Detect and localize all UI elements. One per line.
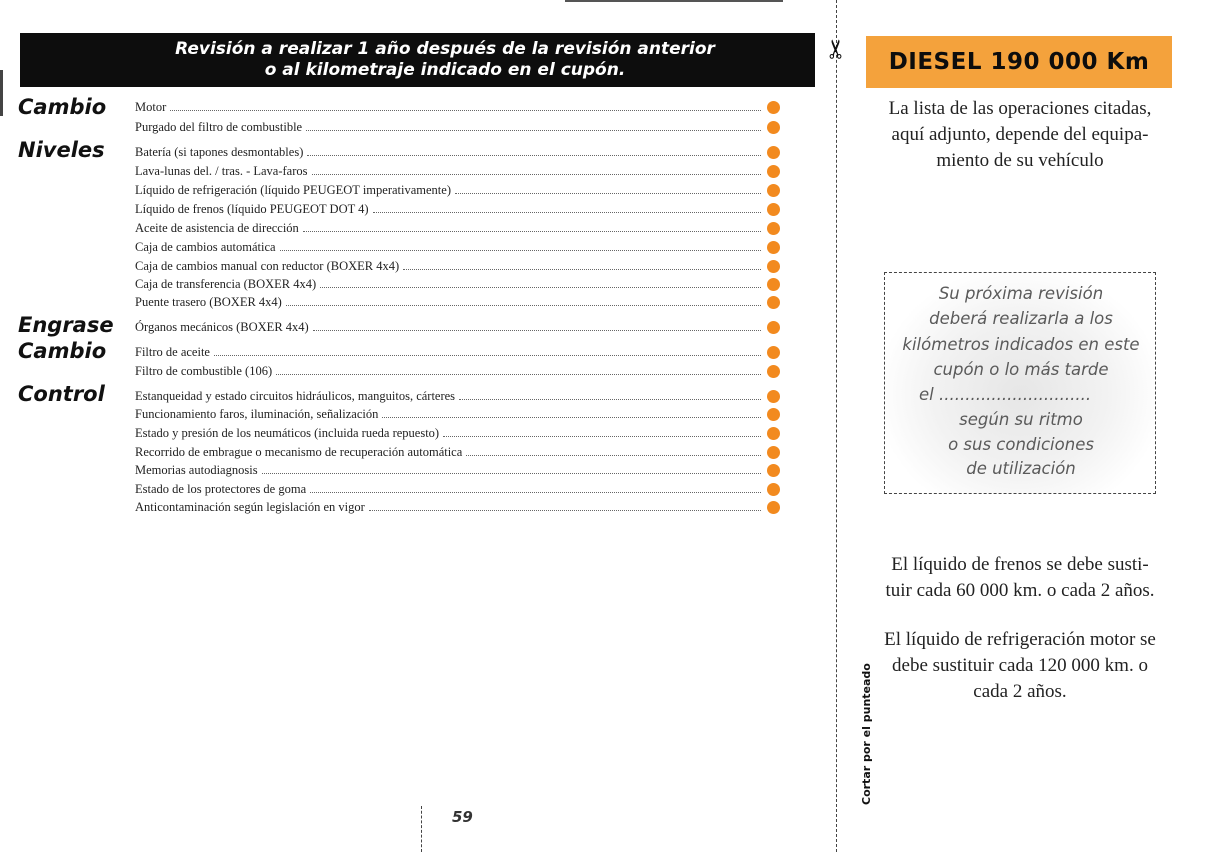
list-item (135, 480, 782, 498)
orange-bullet-icon (767, 483, 780, 496)
item-label: Lava-lunas del. / tras. - Lava-faros (135, 164, 308, 178)
dot-leader (369, 510, 761, 511)
dot-leader (306, 130, 761, 131)
orange-bullet-icon (767, 222, 780, 235)
intro-line-1: La lista de las operaciones citadas, (888, 98, 1152, 119)
section-control: Control (18, 382, 105, 406)
section-cambio: Cambio (18, 95, 107, 119)
list-item (135, 257, 782, 275)
dot-leader (455, 193, 761, 194)
coupon-line-3: kilómetros indicados en este (902, 335, 1140, 354)
dot-leader (466, 455, 761, 456)
dot-leader (373, 212, 761, 213)
orange-bullet-icon (767, 365, 780, 378)
list-item (135, 98, 782, 116)
section-niveles: Niveles (18, 138, 105, 162)
item-label: Funcionamiento faros, iluminación, señalización (135, 407, 379, 421)
list-item (135, 181, 782, 199)
item-label: Puente trasero (BOXER 4x4) (135, 295, 282, 309)
item-label: Filtro de aceite (135, 345, 210, 359)
list-item (135, 318, 782, 336)
dot-leader (382, 417, 761, 418)
list-item (135, 498, 782, 516)
item-label: Caja de cambios automática (135, 240, 276, 254)
dot-leader (459, 399, 761, 400)
coupon-date-line: el ............................. (919, 385, 1092, 404)
orange-bullet-icon (767, 203, 780, 216)
scissors-icon: ✂ (821, 38, 852, 60)
coupon-line-4: cupón o lo más tarde (933, 360, 1109, 379)
orange-bullet-icon (767, 278, 780, 291)
orange-bullet-icon (767, 101, 780, 114)
list-item (135, 200, 782, 218)
orange-bullet-icon (767, 390, 780, 403)
item-label: Motor (135, 100, 167, 114)
diesel-title: DIESEL 190 000 Km (866, 36, 1172, 88)
list-item (135, 162, 782, 180)
orange-bullet-icon (767, 165, 780, 178)
intro-line-3: miento de su vehículo (936, 150, 1104, 171)
orange-bullet-icon (767, 408, 780, 421)
cut-instruction: Cortar por el punteado (860, 663, 873, 805)
header-line-1: Revisión a realizar 1 año después de la revisión anterior (175, 39, 715, 59)
dot-leader (310, 492, 761, 493)
item-label: Anticontaminación según legislación en vigor (135, 500, 365, 514)
item-label: Batería (si tapones desmontables) (135, 145, 304, 159)
list-item (135, 387, 782, 405)
coolant-note-line-3: cada 2 años. (973, 681, 1067, 702)
list-item (135, 219, 782, 237)
header-line-2: o al kilometraje indicado en el cupón. (264, 60, 626, 80)
dot-leader (303, 231, 761, 232)
list-item (135, 143, 782, 161)
list-item (135, 405, 782, 423)
orange-bullet-icon (767, 446, 780, 459)
item-label: Recorrido de embrague o mecanismo de recuperación automática (135, 445, 463, 459)
orange-bullet-icon (767, 427, 780, 440)
orange-bullet-icon (767, 346, 780, 359)
dot-leader (312, 174, 762, 175)
coupon-box (884, 272, 1156, 494)
list-item (135, 424, 782, 442)
orange-bullet-icon (767, 146, 780, 159)
dot-leader (313, 330, 761, 331)
item-label: Estado de los protectores de goma (135, 482, 307, 496)
top-rule (565, 0, 783, 2)
dot-leader (403, 269, 761, 270)
list-item (135, 343, 782, 361)
coupon-line-2: deberá realizarla a los (929, 309, 1113, 328)
list-item (135, 443, 782, 461)
dot-leader (307, 155, 761, 156)
edge-mark (0, 70, 3, 116)
coolant-note-line-1: El líquido de refrigeración motor se (884, 629, 1156, 650)
dot-leader (262, 473, 761, 474)
orange-bullet-icon (767, 260, 780, 273)
list-item (135, 118, 782, 136)
dot-leader (280, 250, 761, 251)
brakes-note-line-2: tuir cada 60 000 km. o cada 2 años. (885, 580, 1155, 601)
list-item (135, 461, 782, 479)
coupon-line-8: de utilización (966, 459, 1076, 478)
section-engrase: Engrase (18, 313, 114, 337)
dot-leader (214, 355, 761, 356)
orange-bullet-icon (767, 121, 780, 134)
dot-leader (443, 436, 761, 437)
list-item (135, 362, 782, 380)
brakes-note-line-1: El líquido de frenos se debe susti- (891, 554, 1149, 575)
item-label: Filtro de combustible (106) (135, 364, 273, 378)
item-label: Caja de transferencia (BOXER 4x4) (135, 277, 317, 291)
list-item (135, 275, 782, 293)
orange-bullet-icon (767, 501, 780, 514)
list-item (135, 238, 782, 256)
item-label: Purgado del filtro de combustible (135, 120, 303, 134)
page-fold-mark (421, 806, 422, 852)
item-label: Aceite de asistencia de dirección (135, 221, 299, 235)
cut-line (836, 0, 837, 852)
section-cambio-filtros: Cambio (18, 339, 107, 363)
item-label: Órganos mecánicos (BOXER 4x4) (135, 320, 309, 334)
item-label: Memorias autodiagnosis (135, 463, 258, 477)
dot-leader (170, 110, 761, 111)
coupon-line-6: según su ritmo (959, 410, 1083, 429)
list-item (135, 293, 782, 311)
dot-leader (320, 287, 761, 288)
header-banner (20, 33, 815, 87)
intro-line-2: aquí adjunto, depende del equipa- (891, 124, 1149, 145)
coupon-line-1: Su próxima revisión (938, 284, 1104, 303)
coolant-note-line-2: debe sustituir cada 120 000 km. o (892, 655, 1148, 676)
item-label: Estado y presión de los neumáticos (incluida rueda repuesto) (135, 426, 440, 440)
item-label: Líquido de frenos (líquido PEUGEOT DOT 4) (135, 202, 369, 216)
orange-bullet-icon (767, 296, 780, 309)
page-number: 59 (452, 808, 473, 826)
dot-leader (276, 374, 761, 375)
orange-bullet-icon (767, 184, 780, 197)
item-label: Caja de cambios manual con reductor (BOXER 4x4) (135, 259, 400, 273)
item-label: Líquido de refrigeración (líquido PEUGEOT imperativamente) (135, 183, 451, 197)
coupon-line-7: o sus condiciones (948, 435, 1094, 454)
orange-bullet-icon (767, 321, 780, 334)
dot-leader (286, 305, 761, 306)
item-label: Estanqueidad y estado circuitos hidráulicos, manguitos, cárteres (135, 389, 456, 403)
orange-bullet-icon (767, 464, 780, 477)
orange-bullet-icon (767, 241, 780, 254)
